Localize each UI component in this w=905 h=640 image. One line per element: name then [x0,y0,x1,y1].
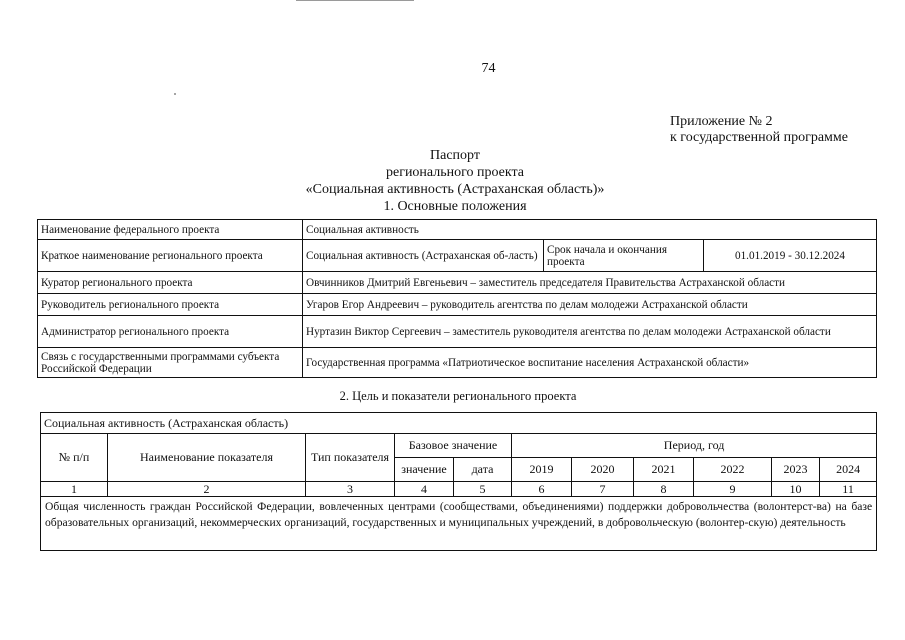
column-number-row [41,482,877,497]
header-year: 2020 [572,458,634,482]
column-number: 5 [454,482,512,497]
header-num: № п/п [41,434,108,482]
column-number: 9 [694,482,772,497]
column-number: 7 [572,482,634,497]
header-row [41,434,877,458]
scan-edge-line [296,0,414,1]
appendix-line-2: к государственной программе [670,130,848,145]
passport-title: Паспорт [430,148,480,163]
section-2-title: 2. Цель и показатели регионального проекта [339,389,577,403]
table-row [38,316,877,348]
header-year: 2021 [634,458,694,482]
column-number: 4 [395,482,454,497]
indicators-table [40,412,877,551]
row-label: Руководитель регионального проекта [38,294,303,316]
table-row [38,294,877,316]
passport-subtitle: регионального проекта [385,165,525,180]
header-year: 2019 [512,458,572,482]
row-label: Краткое наименование регионального проекта [38,240,303,272]
row-value: Государственная программа «Патриотическое воспитание населения Астраханской области» [303,348,877,378]
header-year: 2022 [694,458,772,482]
header-base: Базовое значение [395,434,512,458]
column-number: 6 [512,482,572,497]
header-base-value: значение [395,458,454,482]
column-number: 2 [108,482,306,497]
indicator-description: Общая численность граждан Российской Федерации, вовлеченных центрами (сообществами, объединениями) поддержки добровольчества (волонтерст-ва) на базе образовательных организаций, некоммерческих организаций, государственных и муниципальных учреждений, в добровольческую (волонтер-скую) деятельность [41,497,877,551]
row-value: Угаров Егор Андреевич – руководитель агентства по делам молодежи Астраханской области [303,294,877,316]
header-indicator: Наименование показателя [108,434,306,482]
project-name: «Социальная активность (Астраханская область)» [305,182,605,197]
row-label: Администратор регионального проекта [38,316,303,348]
period-value: 01.01.2019 - 30.12.2024 [704,240,877,272]
row-label: Куратор регионального проекта [38,272,303,294]
passport-heading [0,147,905,215]
row-value: Социальная активность [303,220,877,240]
row-value: Нуртазин Виктор Сергеевич – заместитель руководителя агентства по делам молодежи Астраханской области [303,316,877,348]
main-provisions-table [37,219,877,378]
scan-speck [174,93,176,95]
section-1-title: 1. Основные положения [383,199,527,214]
column-number: 10 [772,482,820,497]
header-type: Тип показателя [306,434,395,482]
period-label: Срок начала и окончания проекта [544,240,704,272]
row-value: Овчинников Дмитрий Евгеньевич – заместитель председателя Правительства Астраханской области [303,272,877,294]
table-row [38,272,877,294]
row-value: Социальная активность (Астраханская об-ласть) [303,240,544,272]
table-row [38,220,877,240]
description-row [41,497,877,551]
column-number: 8 [634,482,694,497]
table-row [38,348,877,378]
appendix-note [670,114,848,146]
header-year: 2024 [820,458,877,482]
column-number: 11 [820,482,877,497]
row-label: Наименование федерального проекта [38,220,303,240]
appendix-line-1: Приложение № 2 [670,114,773,129]
table-row [38,240,877,272]
header-period: Период, год [512,434,877,458]
header-base-date: дата [454,458,512,482]
column-number: 3 [306,482,395,497]
column-number: 1 [41,482,108,497]
table-title-row [41,413,877,434]
row-label: Связь с государственными программами субъекта Российской Федерации [38,348,303,378]
table-title: Социальная активность (Астраханская область) [41,413,877,434]
header-year: 2023 [772,458,820,482]
page-number: 74 [481,61,496,76]
